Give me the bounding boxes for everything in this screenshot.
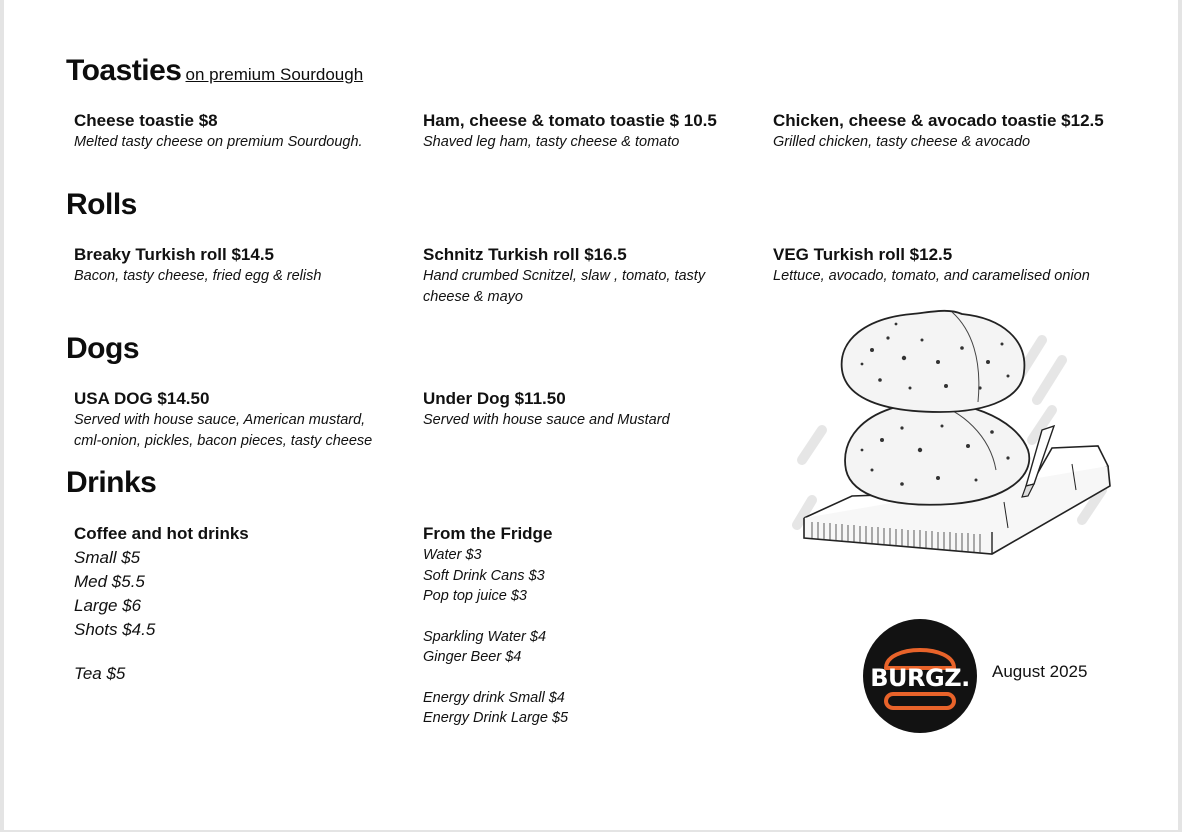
- item-name: VEG Turkish roll $12.5: [773, 245, 953, 264]
- menu-item-under-dog: [423, 388, 763, 431]
- coffee-list: [74, 546, 155, 686]
- section-title-toasties: [66, 54, 363, 88]
- toasties-title: Toasties: [66, 54, 182, 87]
- drink-item: Ginger Beer $4: [423, 649, 522, 665]
- drink-item: Pop top juice $3: [423, 588, 527, 604]
- drink-item: Energy drink Small $4: [423, 689, 565, 706]
- spacer: [74, 642, 155, 662]
- menu-item-ham-toastie: [423, 110, 763, 153]
- item-name: USA DOG $14.50: [74, 389, 210, 408]
- section-title-rolls: Rolls: [66, 188, 137, 221]
- drink-item: Small $5: [74, 548, 141, 567]
- item-description: Shaved leg ham, tasty cheese & tomato: [423, 134, 680, 150]
- item-name: Under Dog $11.50: [423, 389, 566, 408]
- drink-item-tea: Tea $5: [74, 664, 126, 683]
- item-description: Bacon, tasty cheese, fried egg & relish: [74, 268, 322, 284]
- section-title-drinks: Drinks: [66, 466, 157, 499]
- drink-item: Large $6: [74, 596, 142, 615]
- drink-item: Sparkling Water $4: [423, 628, 547, 645]
- coffee-heading: Coffee and hot drinks: [74, 524, 249, 543]
- item-name: Cheese toastie $8: [74, 111, 218, 130]
- drink-item: Soft Drink Cans $3: [423, 567, 545, 584]
- item-name: Breaky Turkish roll $14.5: [74, 245, 275, 264]
- item-description: Served with house sauce, American mustard, cml-onion, pickles, bacon pieces, tasty cheese: [74, 412, 373, 449]
- menu-item-usa-dog: [74, 388, 394, 452]
- item-name: Schnitz Turkish roll $16.5: [423, 245, 627, 264]
- menu-page: [4, 0, 1178, 830]
- spacer: [423, 668, 568, 688]
- menu-item-breaky-roll: [74, 244, 414, 287]
- item-description: Hand crumbed Scnitzel, slaw , tomato, tasty cheese & mayo: [423, 268, 706, 305]
- toasties-subtitle: on premium Sourdough: [185, 65, 364, 84]
- drink-item: Shots $4.5: [74, 620, 156, 639]
- drink-item: Water $3: [423, 547, 482, 563]
- item-description: Melted tasty cheese on premium Sourdough.: [74, 134, 363, 150]
- item-name: Chicken, cheese & avocado toastie $12.5: [773, 111, 1104, 130]
- fridge-list: [423, 545, 568, 729]
- item-description: Served with house sauce and Mustard: [423, 412, 670, 428]
- menu-date: August 2025: [992, 662, 1088, 681]
- menu-item-cheese-toastie: [74, 110, 414, 153]
- burger-logo-icon: [862, 618, 978, 734]
- fridge-heading: From the Fridge: [423, 524, 553, 543]
- logo-text: BURGZ.: [870, 664, 970, 692]
- menu-item-veg-roll: [773, 244, 1133, 287]
- item-name: Ham, cheese & tomato toastie $ 10.5: [423, 111, 717, 130]
- menu-item-schnitz-roll: [423, 244, 743, 308]
- sourdough-bread-on-board-icon: [792, 300, 1122, 570]
- item-description: Grilled chicken, tasty cheese & avocado: [773, 134, 1031, 150]
- drink-item: Energy Drink Large $5: [423, 710, 569, 726]
- section-title-dogs: Dogs: [66, 332, 139, 365]
- drink-item: Med $5.5: [74, 572, 145, 591]
- item-description: Lettuce, avocado, tomato, and caramelised onion: [773, 268, 1090, 284]
- spacer: [423, 607, 568, 627]
- menu-item-chicken-toastie: [773, 110, 1123, 153]
